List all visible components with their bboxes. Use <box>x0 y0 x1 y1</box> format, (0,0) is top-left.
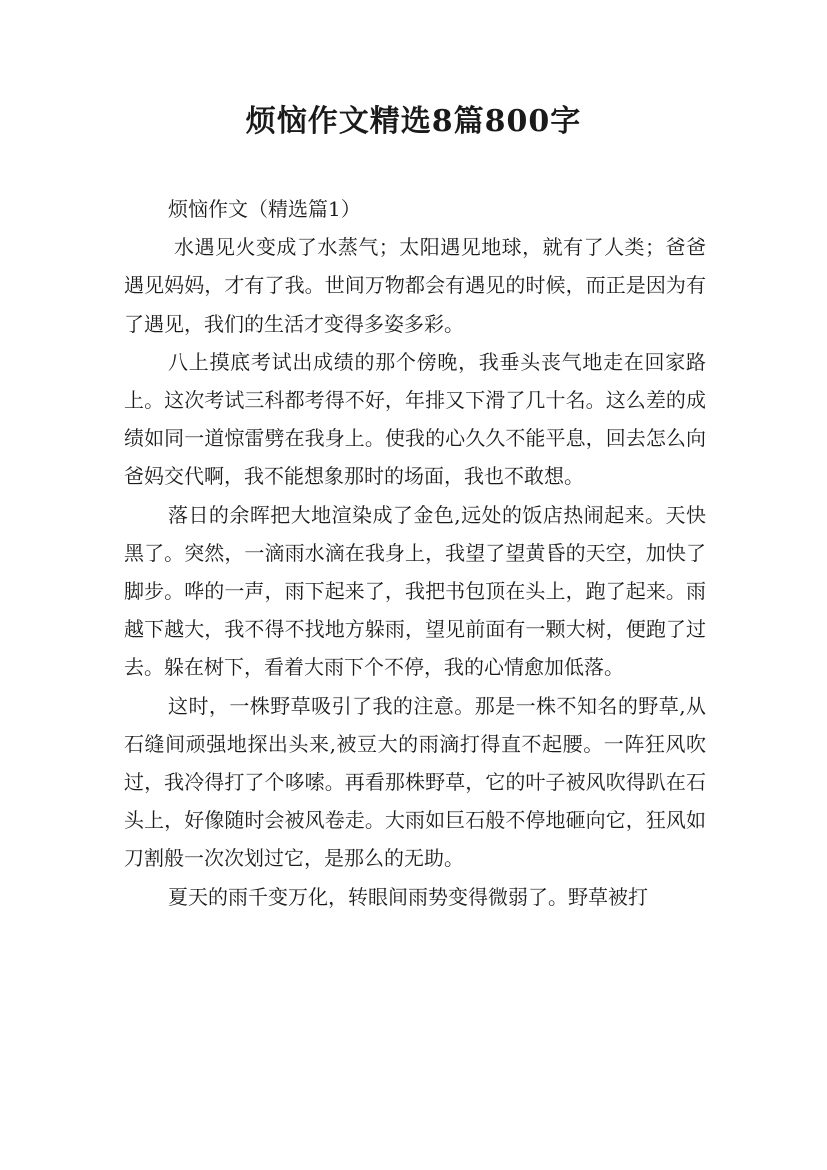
paragraph-2: 八上摸底考试出成绩的那个傍晚，我垂头丧气地走在回家路上。这次考试三科都考得不好，年排又下滑了几十名。这么差的成绩如同一道惊雷劈在我身上。使我的心久久不能平息，回去怎么向爸妈交代啊，我不能想象那时的场面，我也不敢想。 <box>124 349 706 489</box>
paragraph-3: 落日的余晖把大地渲染成了金色,远处的饭店热闹起来。天快黑了。突然，一滴雨水滴在我身上，我望了望黄昏的天空，加快了脚步。哗的一声，雨下起来了，我把书包顶在头上，跑了起来。雨越下越大，我不得不找地方躲雨，望见前面有一颗大树，便跑了过去。躲在树下，看着大雨下个不停，我的心情愈加低落。 <box>124 502 706 680</box>
paragraph-1: 水遇见火变成了水蒸气；太阳遇见地球，就有了人类；爸爸遇见妈妈，才有了我。世间万物都会有遇见的时候，而正是因为有了遇见，我们的生活才变得多姿多彩。 <box>124 235 706 336</box>
document-body <box>124 190 706 916</box>
document-title: 烦恼作文精选8篇800字 <box>245 104 582 139</box>
paragraph-4: 这时，一株野草吸引了我的注意。那是一株不知名的野草,从石缝间顽强地探出头来,被豆大的雨滴打得直不起腰。一阵狂风吹过，我冷得打了个哆嗦。再看那株野草，它的叶子被风吹得趴在石头上，好像随时会被风卷走。大雨如巨石般不停地砸向它，狂风如刀割般一次次划过它，是那么的无助。 <box>124 693 706 871</box>
section-heading: 烦恼作文（精选篇1） <box>168 197 361 221</box>
paragraph-5: 夏天的雨千变万化，转眼间雨势变得微弱了。野草被打 <box>168 884 648 909</box>
